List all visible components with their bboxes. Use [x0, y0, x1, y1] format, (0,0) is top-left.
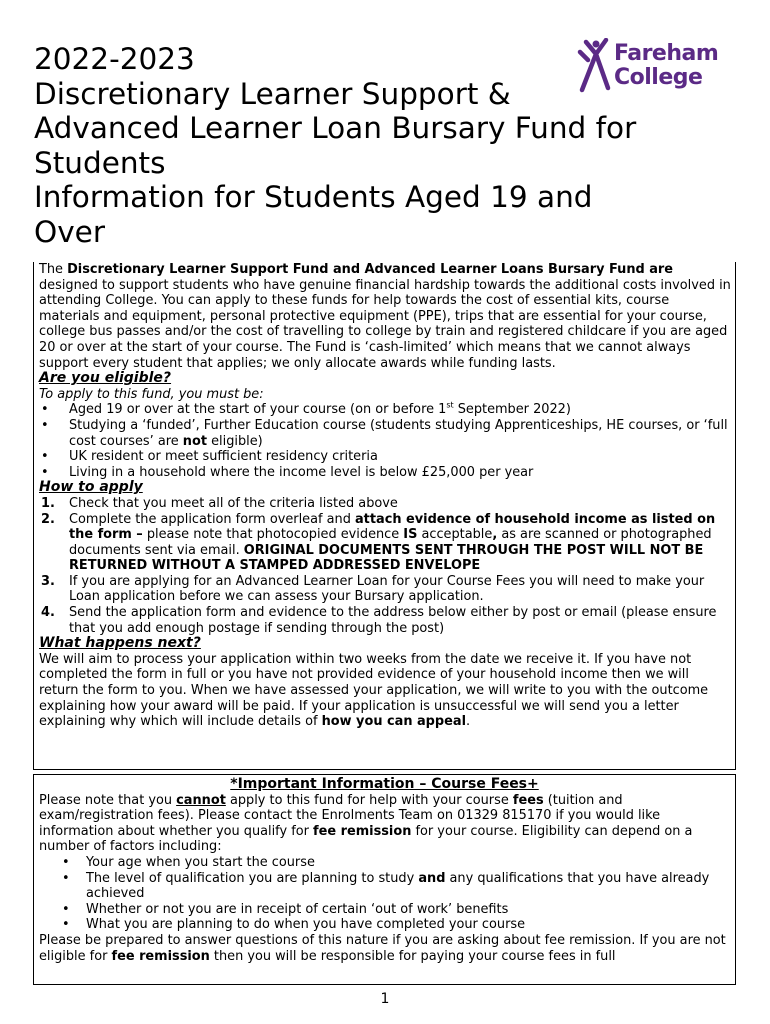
list-item: • Your age when you start the course: [34, 855, 735, 871]
list-item: 4. Send the application form and evidence to the address below either by post or email (please ensure that you add enough postage if sending through the post): [41, 605, 717, 636]
eligible-heading: Are you eligible?: [39, 370, 172, 387]
list-item: • Studying a ‘funded’, Further Education course (students studying Apprenticeships, HE courses, or ‘full cost courses’ are not eligible): [34, 418, 735, 449]
apply-heading: How to apply: [39, 479, 143, 496]
intro-paragraph: The Discretionary Learner Support Fund and Advanced Learner Loans Bursary Fund are designed to support students who have genuine financial hardship towards the additional costs involved in attending College. You can apply to these funds for help towards the cost of essential kits, course materials and equipment, personal protective equipment (PPE), trips that are essential for your course, college bus passes and/or the cost of travelling to college by train and registered childcare if you are aged 20 or over at the start of your course. The Fund is ‘cash-limited’ which means that we cannot always support every student that applies; we only allocate awards while funding lasts.: [39, 262, 731, 371]
fareham-college-logo: [576, 38, 736, 96]
list-item: 3. If you are applying for an Advanced Learner Loan for your Course Fees you will need to make your Loan application before we can assess your Bursary application.: [41, 573, 705, 605]
logo-word-college: College: [614, 65, 703, 90]
list-item: • The level of qualification you are planning to study and any qualifications that you have already achieved: [34, 871, 735, 902]
fees-info-box: [33, 774, 736, 985]
eligible-lead: To apply to this fund, you must be:: [39, 386, 264, 402]
next-heading: What happens next?: [39, 635, 201, 652]
list-item: 1. Check that you meet all of the criteria listed above: [41, 495, 398, 511]
fees-factors-list: [34, 855, 735, 933]
fees-heading: *Important Information – Course Fees+: [230, 776, 539, 792]
fees-closing: Please be prepared to answer questions of this nature if you are asking about fee remission. If you are not eligible for fee remission then you will be responsible for paying your course fees in full: [39, 932, 726, 964]
page-number: 1: [380, 991, 390, 1007]
list-item: • Aged 19 or over at the start of your course (on or before 1st September 2022): [34, 402, 735, 418]
list-item: • UK resident or meet sufficient residency criteria: [34, 449, 735, 465]
list-item: • Living in a household where the income level is below £25,000 per year: [34, 465, 735, 481]
eligibility-list: [34, 402, 735, 480]
title-line: Students: [34, 145, 166, 180]
main-info-box: [33, 262, 736, 770]
title-line: Advanced Learner Loan Bursary Fund for: [34, 111, 637, 145]
logo-word-fareham: Fareham: [614, 41, 719, 66]
title-line: 2022-2023: [34, 42, 195, 76]
apply-steps: [34, 496, 735, 636]
next-paragraph: We will aim to process your application within two weeks from the date we receive it. If you have not completed the form in full or you have not provided evidence of your household income then we will return the form to you. When we have assessed your application, we will write to you with the outcome explaining how your award will be paid. If your application is unsuccessful we will send you a letter explaining why which will include details of how you can appeal.: [39, 651, 709, 730]
title-line: Discretionary Learner Support &: [34, 76, 511, 111]
list-item: 2. Complete the application form overleaf and attach evidence of household income as listed on the form – please note that photocopied evidence IS acceptable, as are scanned or photographed documents sent via email. ORIGINAL DOCUMENTS SENT THROUGH THE POST WILL NOT BE RETURNED WITHOUT A STAMPED ADDRESSED ENVELOPE: [41, 511, 716, 574]
title-line: Information for Students Aged 19 and: [34, 180, 593, 214]
list-item: • What you are planning to do when you have completed your course: [34, 917, 735, 933]
list-item: • Whether or not you are in receipt of certain ‘out of work’ benefits: [34, 902, 735, 918]
title-line: Over: [34, 214, 105, 249]
fees-paragraph: Please note that you cannot apply to this fund for help with your course fees (tuition and exam/registration fees). Please contact the Enrolments Team on 01329 815170 if you would like information about whether you qualify for fee remission for your course. Eligibility can depend on a number of factors including:: [39, 792, 693, 855]
